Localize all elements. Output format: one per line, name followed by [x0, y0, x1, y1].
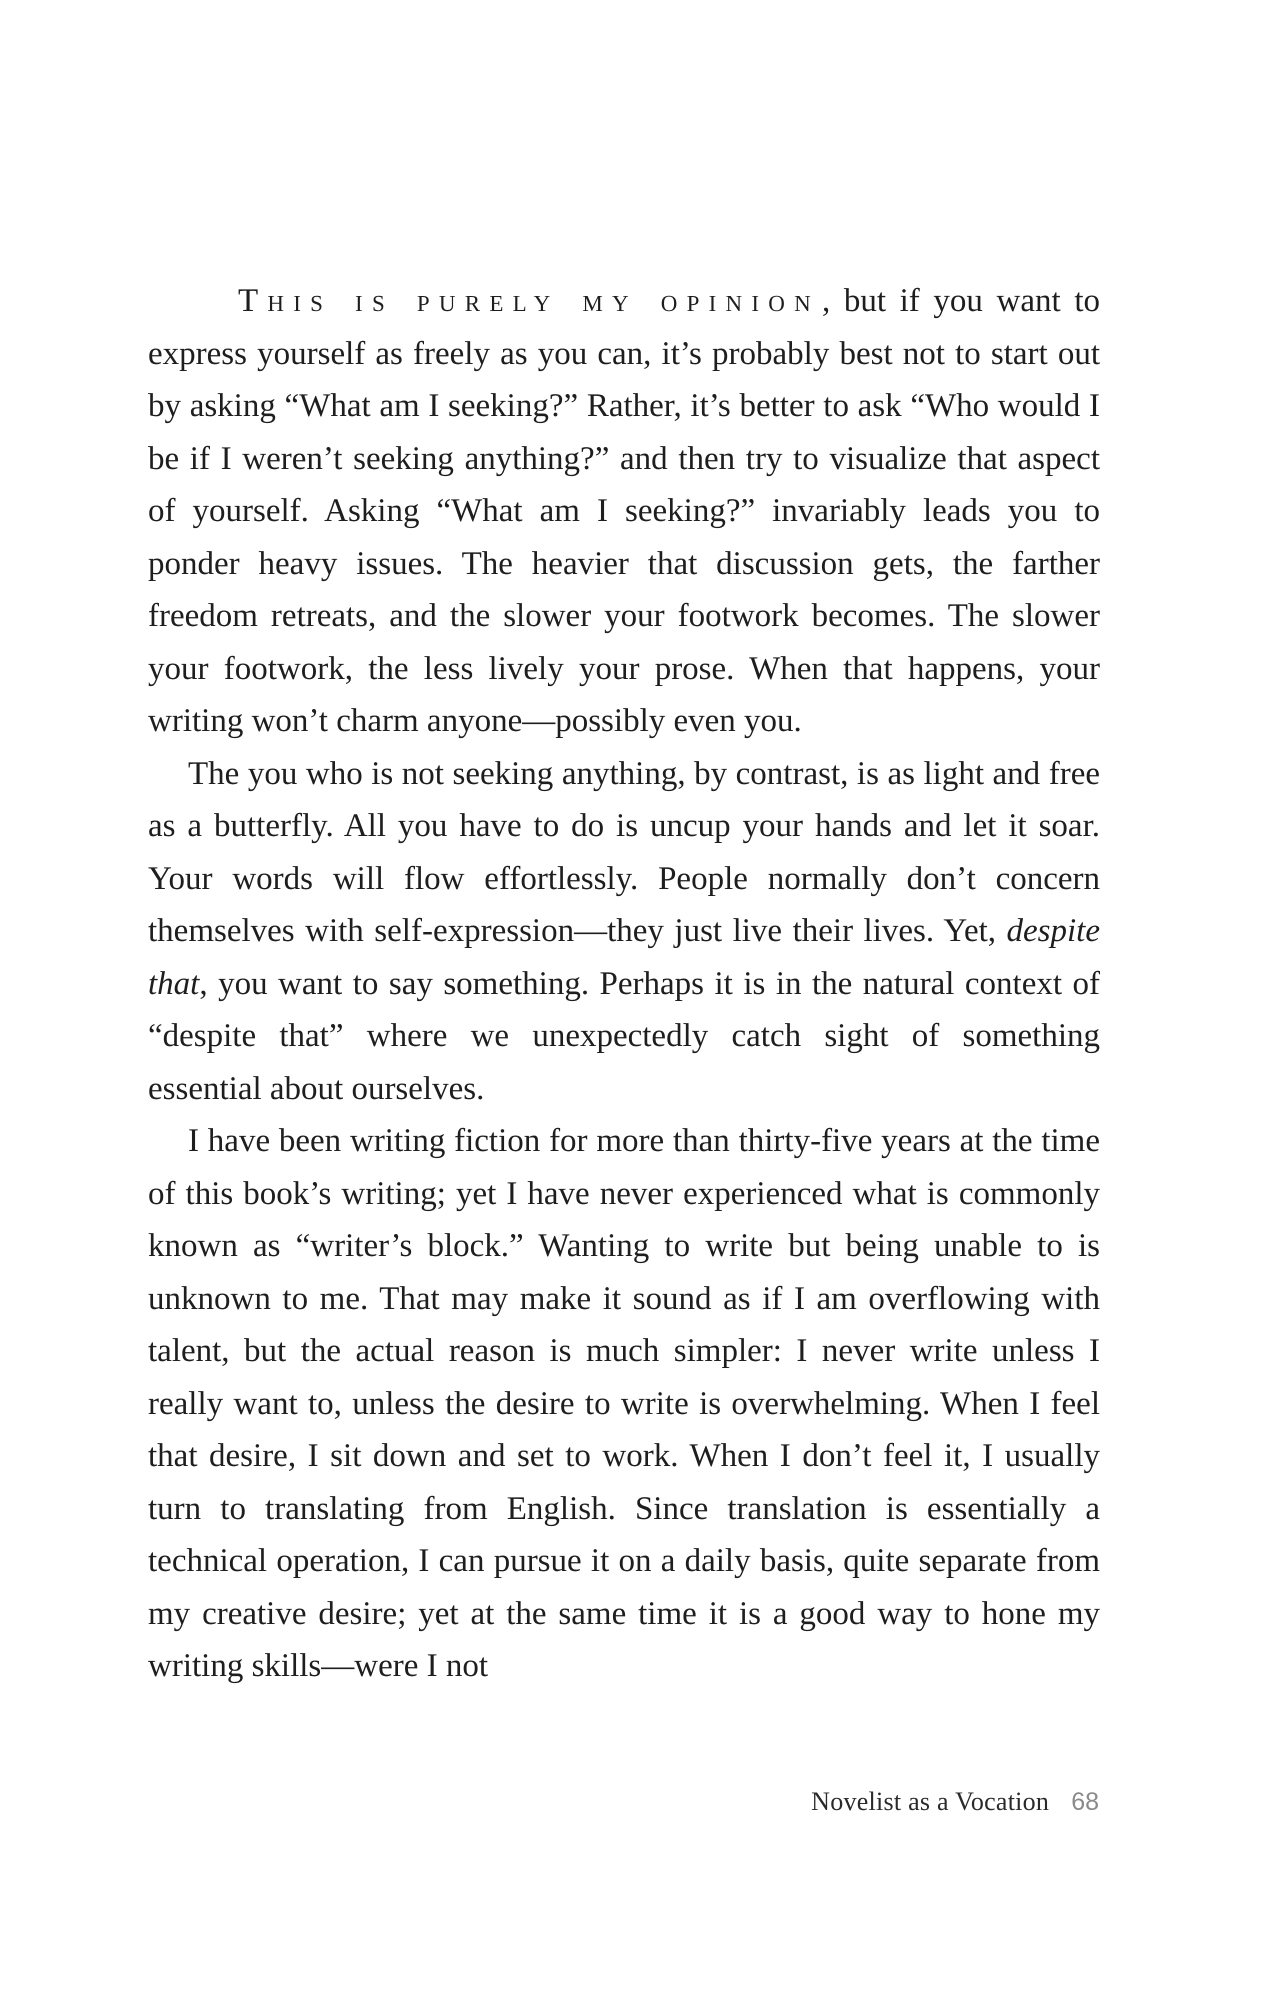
- book-title: Novelist as a Vocation: [811, 1787, 1050, 1816]
- paragraph-1: [148, 275, 1100, 748]
- small-caps-lead: This is purely my opinion: [238, 283, 820, 319]
- body-text: [148, 275, 1100, 1693]
- italic-emphasis: despite that: [148, 913, 1100, 1002]
- paragraph-2: [148, 748, 1100, 1116]
- running-footer: [811, 1787, 1099, 1817]
- page-number: 68: [1071, 1788, 1099, 1816]
- paragraph-1-text: but if you want to express yourself as freely as you can, it’s probably best not to start out by asking “What am I seeking?” Rather, it’s better to ask “Who would I be if I weren’t seeking anything?” and then try to visualize that aspect of yourself. Asking “What am I seeking?” invariably leads you to ponder heavy issues. The heavier that discussion gets, the farther freedom retreats, and the slower your footwork becomes. The slower your footwork, the less lively your prose. When that happens, your writing won’t charm anyone—possibly even you.: [148, 283, 1100, 739]
- lead-comma: ,: [821, 283, 831, 319]
- paragraph-2-text-start: The you who is not seeking anything, by contrast, is as light and free as a butterfly. All you have to do is uncup your hands and let it soar. Your words will flow effortlessly. People normally don’t concern themselves with self-expression—they just live their lives. Yet,: [148, 755, 1100, 949]
- paragraph-2-text-end: , you want to say something. Perhaps it is in the natural context of “despite that” where we unexpectedly catch sight of something essential about ourselves.: [148, 965, 1100, 1107]
- paragraph-3-text: I have been writing fiction for more than thirty-five years at the time of this book’s writing; yet I have never experienced what is commonly known as “writer’s block.” Wanting to write but being unable to is unknown to me. That may make it sound as if I am overflowing with talent, but the actual reason is much simpler: I never write unless I really want to, unless the desire to write is overwhelming. When I feel that desire, I sit down and set to work. When I don’t feel it, I usually turn to translating from English. Since translation is essentially a technical operation, I can pursue it on a daily basis, quite separate from my creative desire; yet at the same time it is a good way to hone my writing skills—were I not: [148, 1123, 1100, 1684]
- paragraph-3: [148, 1115, 1100, 1693]
